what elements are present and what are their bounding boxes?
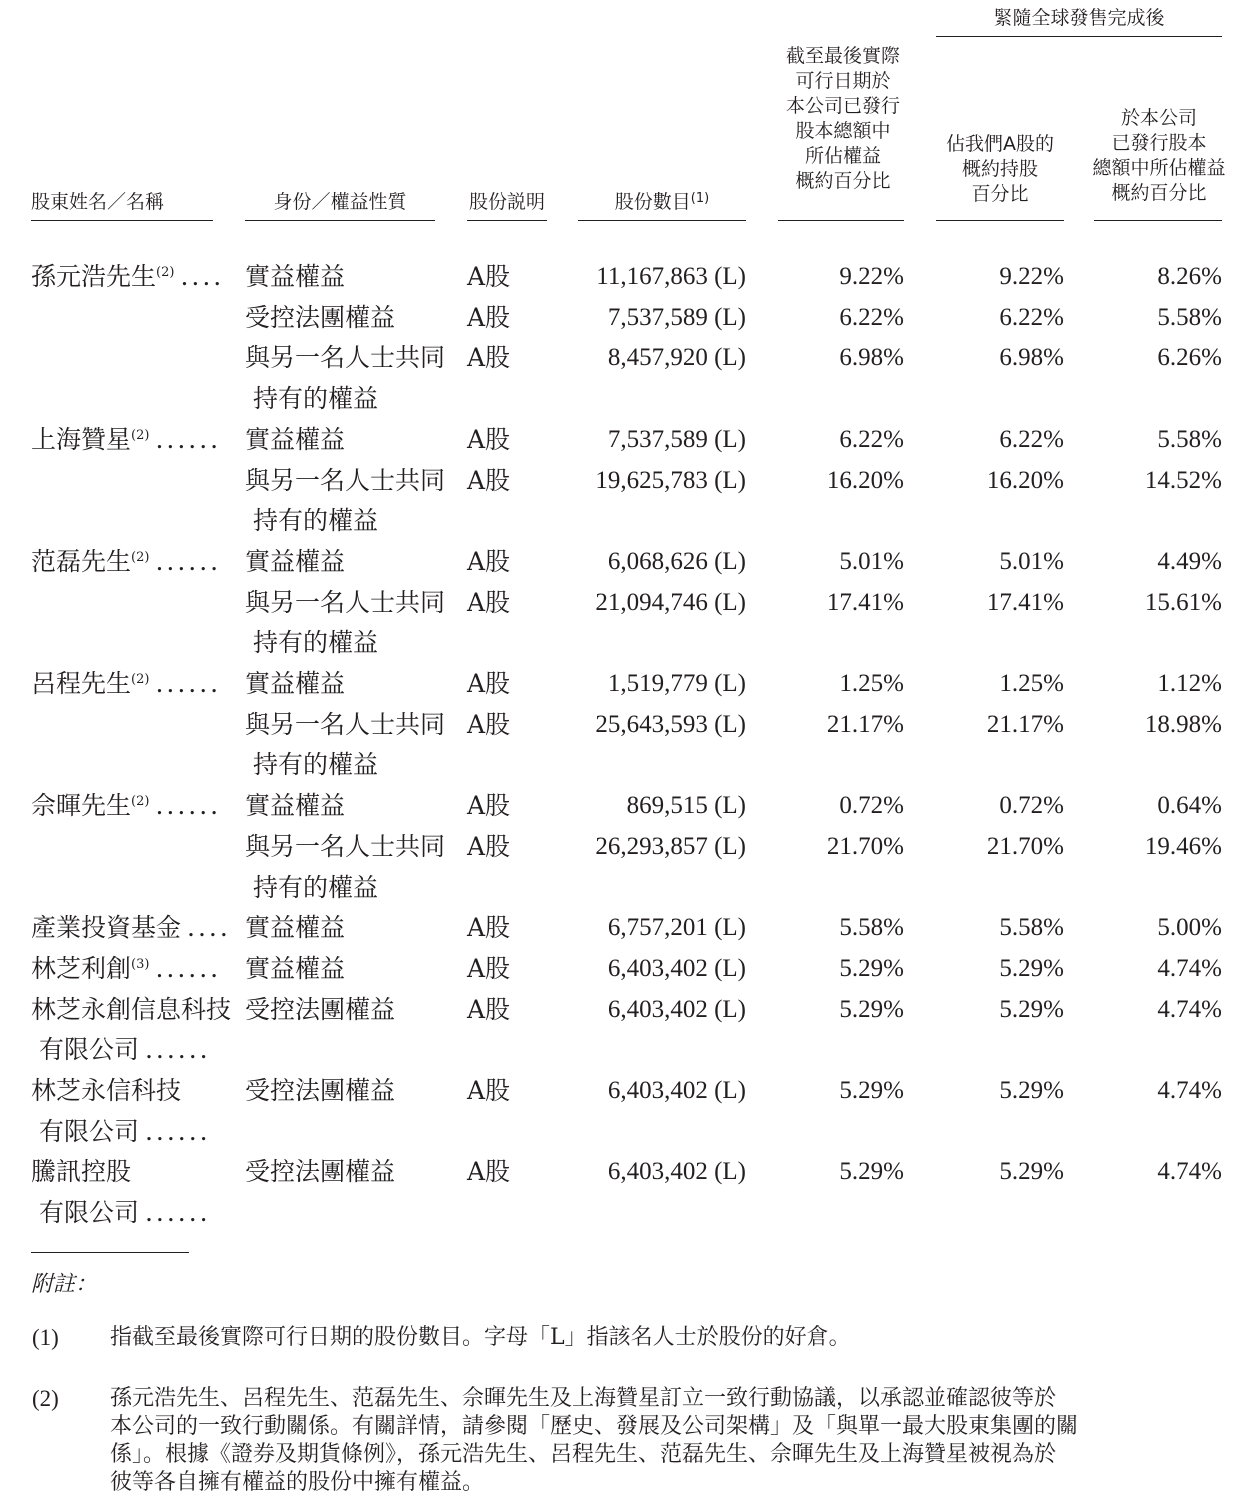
footnote-ref: (2) (131, 549, 150, 565)
shareholder-name: 有限公司 (31, 1035, 139, 1065)
footnote-ref: (2) (131, 672, 150, 687)
pct-total: 5.58% (1157, 303, 1222, 331)
shareholder-name-cell (31, 257, 225, 297)
note-line: 本公司的一致行動關係。有關詳情，請參閱「歷史、發展及公司架構」及「與單一最大股東集團的關 (110, 1414, 1079, 1439)
capacity: 與另一名人士共同 (245, 343, 446, 373)
capacity: 持有的權益 (245, 872, 378, 902)
column-header-line: 佔我們A股的 (946, 133, 1054, 155)
column-header-pct-total (1090, 106, 1228, 206)
column-header-line: 於本公司 (1120, 107, 1197, 129)
pct-pre-offering: 1.25% (839, 670, 904, 697)
column-header-line: 總額中所佔權益 (1092, 157, 1226, 179)
shareholder-name-cell (31, 786, 221, 826)
footnote-ref: (2) (156, 265, 175, 280)
number-of-shares: 19,625,783 (L) (595, 466, 746, 494)
leader-dots: ...... (144, 1198, 211, 1228)
table-row (0, 949, 1256, 991)
table-row (0, 1112, 1256, 1154)
capacity: 實益權益 (245, 791, 346, 821)
note-number: (1) (32, 1325, 59, 1350)
shareholder-name: 林芝永信科技 (31, 1076, 182, 1105)
note-number: (2) (32, 1386, 59, 1411)
number-of-shares: 6,403,402 (L) (607, 1158, 746, 1186)
share-class: A股 (467, 587, 511, 617)
pct-total: 18.98% (1144, 710, 1222, 738)
pct-pre-offering: 17.41% (826, 588, 904, 616)
pct-a-shares: 21.70% (986, 832, 1064, 860)
share-class: A股 (467, 424, 511, 454)
share-class: A股 (467, 262, 511, 291)
shareholder-name-cell (31, 949, 221, 989)
capacity: 實益權益 (245, 953, 346, 983)
column-header-line: 截至最後實際 (785, 45, 900, 67)
pct-pre-offering: 16.20% (826, 466, 904, 494)
table-row (0, 664, 1256, 706)
shareholder-name: 產業投資基金 (31, 913, 182, 943)
leader-dots: ...... (155, 669, 222, 698)
share-class: A股 (467, 1157, 511, 1187)
table-row (0, 705, 1256, 747)
shareholder-name-cell (31, 379, 221, 419)
pct-pre-offering: 5.01% (839, 547, 904, 575)
shareholder-name-cell (31, 1152, 221, 1192)
footnote-ref: (3) (131, 956, 150, 972)
shareholder-name: 上海贊星 (31, 424, 132, 454)
number-of-shares: 6,068,626 (L) (607, 547, 746, 575)
pct-pre-offering: 6.22% (839, 425, 904, 453)
pct-pre-offering: 5.29% (839, 954, 904, 982)
shareholder-name: 佘暉先生 (31, 791, 132, 821)
pct-total: 1.12% (1157, 670, 1222, 697)
number-of-shares: 6,403,402 (L) (607, 995, 746, 1023)
shareholder-name-cell (31, 298, 221, 338)
share-class: A股 (467, 791, 511, 821)
pct-total: 4.74% (1157, 995, 1222, 1023)
pct-a-shares: 1.25% (999, 670, 1064, 697)
table-row (0, 827, 1256, 869)
table-row (0, 461, 1256, 503)
note-line: 指截至最後實際可行日期的股份數目。字母「L」指該名人士於股份的好倉。 (110, 1325, 851, 1350)
capacity: 持有的權益 (245, 384, 378, 414)
pct-pre-offering: 6.22% (839, 303, 904, 331)
number-of-shares: 8,457,920 (L) (607, 344, 746, 372)
capacity: 持有的權益 (245, 628, 378, 658)
pct-a-shares: 5.01% (999, 547, 1064, 575)
capacity: 實益權益 (245, 546, 346, 576)
shareholder-name: 有限公司 (31, 1116, 139, 1146)
capacity: 實益權益 (245, 913, 346, 943)
header-rule-class (467, 220, 547, 221)
pct-total: 6.26% (1157, 344, 1222, 372)
column-header-line: 股本總額中 (795, 120, 891, 142)
capacity: 持有的權益 (245, 506, 378, 536)
share-class: A股 (467, 546, 511, 576)
table-row (0, 583, 1256, 625)
table-row (0, 257, 1256, 299)
pct-total: 5.00% (1157, 914, 1222, 942)
share-class: A股 (467, 302, 511, 332)
capacity: 實益權益 (245, 669, 346, 698)
pct-total: 15.61% (1144, 588, 1222, 616)
pct-a-shares: 21.17% (986, 710, 1064, 738)
pct-a-shares: 5.29% (999, 1158, 1064, 1186)
column-header-capacity: 身份／權益性質 (273, 191, 407, 213)
share-class: A股 (467, 994, 511, 1024)
shareholder-name-cell (31, 420, 221, 460)
leader-dots: ...... (155, 953, 222, 983)
shareholder-name-cell (31, 1193, 221, 1233)
notes-divider (31, 1252, 189, 1253)
capacity: 受控法團權益 (245, 1157, 396, 1187)
pct-a-shares: 17.41% (986, 588, 1064, 616)
shareholder-name: 孫元浩先生 (31, 262, 157, 291)
pct-pre-offering: 5.29% (839, 995, 904, 1023)
note-text (110, 1385, 1228, 1497)
note-line: 孫元浩先生、呂程先生、范磊先生、佘暉先生及上海贊星訂立一致行動協議，以承認並確認彼等於 (110, 1386, 1057, 1411)
column-header-name: 股東姓名／名稱 (31, 191, 165, 213)
capacity: 受控法團權益 (245, 994, 396, 1024)
pct-pre-offering: 6.98% (839, 344, 904, 372)
table-row (0, 990, 1256, 1032)
pct-a-shares: 5.29% (999, 954, 1064, 982)
shareholder-name-cell (31, 705, 221, 745)
column-header-line: 所佔權益 (804, 145, 881, 167)
table-row (0, 1071, 1256, 1113)
shareholder-name-cell (31, 990, 232, 1030)
footnote-ref: (2) (131, 794, 150, 810)
table-row (0, 908, 1256, 950)
share-class: A股 (467, 709, 511, 739)
pct-total: 4.74% (1157, 1158, 1222, 1186)
shareholder-name-cell (31, 1030, 221, 1070)
column-header-line: 概約持股 (961, 158, 1038, 180)
number-of-shares: 26,293,857 (L) (595, 832, 746, 860)
capacity: 受控法團權益 (245, 302, 396, 332)
note-line: 彼等各自擁有權益的股份中擁有權益。 (110, 1470, 485, 1495)
number-of-shares: 7,537,589 (L) (607, 425, 746, 453)
column-header-class: 股份説明 (468, 191, 545, 213)
table-row (0, 420, 1256, 462)
share-class: A股 (467, 1076, 511, 1105)
table-row (0, 745, 1256, 787)
pct-a-shares: 6.98% (999, 344, 1064, 372)
shareholder-name-cell (31, 501, 221, 541)
shareholder-name-cell (31, 1071, 221, 1111)
number-of-shares: 25,643,593 (L) (595, 710, 746, 738)
share-class: A股 (467, 953, 511, 983)
shareholder-name-cell (31, 868, 221, 908)
header-rule-capacity (245, 220, 435, 221)
column-header-line: 本公司已發行 (785, 95, 900, 117)
footnote-ref: (2) (131, 427, 150, 443)
number-of-shares: 6,403,402 (L) (607, 954, 746, 982)
number-of-shares: 6,757,201 (L) (607, 914, 746, 942)
pct-a-shares: 5.29% (999, 1077, 1064, 1104)
shareholder-name-cell (31, 338, 221, 378)
column-header-line: 概約百分比 (795, 170, 891, 192)
header-rule-pct-pre (778, 220, 904, 221)
pct-pre-offering: 5.29% (839, 1158, 904, 1186)
leader-dots: .... (187, 913, 231, 943)
pct-pre-offering: 5.58% (839, 914, 904, 942)
pct-total: 4.74% (1157, 1077, 1222, 1104)
number-of-shares: 11,167,863 (L) (596, 263, 746, 290)
capacity: 實益權益 (245, 424, 346, 454)
pct-total: 19.46% (1144, 832, 1222, 860)
column-header-line: 可行日期於 (795, 70, 891, 92)
shareholder-name-cell (31, 664, 221, 704)
pct-total: 4.49% (1157, 547, 1222, 575)
share-class: A股 (467, 669, 511, 698)
header-rule-pct-total (1094, 220, 1222, 221)
note-line: 係」。根據《證券及期貨條例》，孫元浩先生、呂程先生、范磊先生、佘暉先生及上海贊星被視為於 (110, 1442, 1057, 1467)
pct-pre-offering: 5.29% (839, 1077, 904, 1104)
column-header-pct-a-shares (936, 132, 1064, 207)
header-rule-shares (578, 220, 746, 221)
group-header-rule (936, 36, 1222, 37)
pct-total: 8.26% (1157, 263, 1222, 290)
pct-a-shares: 5.58% (999, 914, 1064, 942)
capacity: 與另一名人士共同 (245, 831, 446, 861)
leader-dots: .... (180, 262, 225, 291)
shareholder-name-cell (31, 908, 231, 948)
pct-a-shares: 6.22% (999, 303, 1064, 331)
pct-total: 14.52% (1144, 466, 1222, 494)
pct-pre-offering: 9.22% (839, 263, 904, 290)
shareholder-name: 范磊先生 (31, 546, 132, 576)
shareholder-name-cell (31, 1112, 221, 1152)
column-header-pct-pre-offering (768, 44, 918, 194)
capacity: 實益權益 (245, 262, 346, 291)
capacity: 受控法團權益 (245, 1076, 396, 1105)
table-row (0, 379, 1256, 421)
shareholder-name-cell (31, 827, 221, 867)
leader-dots: ...... (155, 791, 222, 821)
number-of-shares: 6,403,402 (L) (607, 1077, 746, 1104)
leader-dots: ...... (155, 424, 222, 454)
pct-total: 4.74% (1157, 954, 1222, 982)
shareholder-name: 有限公司 (31, 1198, 139, 1228)
shareholder-name: 林芝利創 (31, 953, 132, 983)
share-class: A股 (467, 913, 511, 943)
leader-dots: ...... (144, 1116, 211, 1146)
capacity: 持有的權益 (245, 750, 378, 780)
leader-dots: ...... (155, 546, 222, 576)
capacity: 與另一名人士共同 (245, 465, 446, 495)
header-rule-name (31, 220, 213, 221)
note-text (110, 1324, 1228, 1352)
number-of-shares: 7,537,589 (L) (607, 303, 746, 331)
pct-a-shares: 5.29% (999, 995, 1064, 1023)
capacity: 與另一名人士共同 (245, 587, 446, 617)
footnote-ref: (1) (690, 191, 710, 206)
table-row (0, 868, 1256, 910)
shareholder-name: 林芝永創信息科技 (31, 994, 232, 1024)
column-header-shares: 股份數目$^{(1)}$ (614, 191, 710, 213)
table-row (0, 298, 1256, 340)
pct-pre-offering: 0.72% (839, 792, 904, 820)
pct-a-shares: 0.72% (999, 792, 1064, 820)
notes-title: 附註： (31, 1272, 98, 1297)
pct-a-shares: 6.22% (999, 425, 1064, 453)
shareholder-name: 騰訊控股 (31, 1157, 132, 1187)
column-header-line: 已發行股本 (1111, 132, 1207, 154)
pct-a-shares: 9.22% (999, 263, 1064, 290)
shareholder-name-cell (31, 623, 221, 663)
table-row (0, 338, 1256, 380)
pct-pre-offering: 21.70% (826, 832, 904, 860)
shareholder-name-cell (31, 542, 221, 582)
column-header-line: 概約百分比 (1111, 182, 1207, 204)
pct-total: 5.58% (1157, 425, 1222, 453)
share-class: A股 (467, 343, 511, 373)
share-class: A股 (467, 831, 511, 861)
shareholder-name-cell (31, 583, 221, 623)
pct-a-shares: 16.20% (986, 466, 1064, 494)
leader-dots: ...... (144, 1035, 211, 1065)
group-header-title: 緊隨全球發售完成後 (993, 7, 1165, 29)
number-of-shares: 1,519,779 (L) (607, 670, 746, 697)
header-rule-pct-a (936, 220, 1064, 221)
table-row (0, 1193, 1256, 1235)
shareholder-name-cell (31, 745, 221, 785)
table-row (0, 786, 1256, 828)
pct-total: 0.64% (1157, 792, 1222, 820)
number-of-shares: 869,515 (L) (626, 792, 746, 820)
table-row (0, 623, 1256, 665)
pct-pre-offering: 21.17% (826, 710, 904, 738)
number-of-shares: 21,094,746 (L) (595, 588, 746, 616)
shareholder-name: 呂程先生 (31, 669, 132, 698)
table-row (0, 1152, 1256, 1194)
table-row (0, 542, 1256, 584)
column-header-line: 百分比 (971, 183, 1029, 205)
table-row (0, 1030, 1256, 1072)
table-row (0, 501, 1256, 543)
share-class: A股 (467, 465, 511, 495)
capacity: 與另一名人士共同 (245, 709, 446, 739)
shareholder-name-cell (31, 461, 221, 501)
